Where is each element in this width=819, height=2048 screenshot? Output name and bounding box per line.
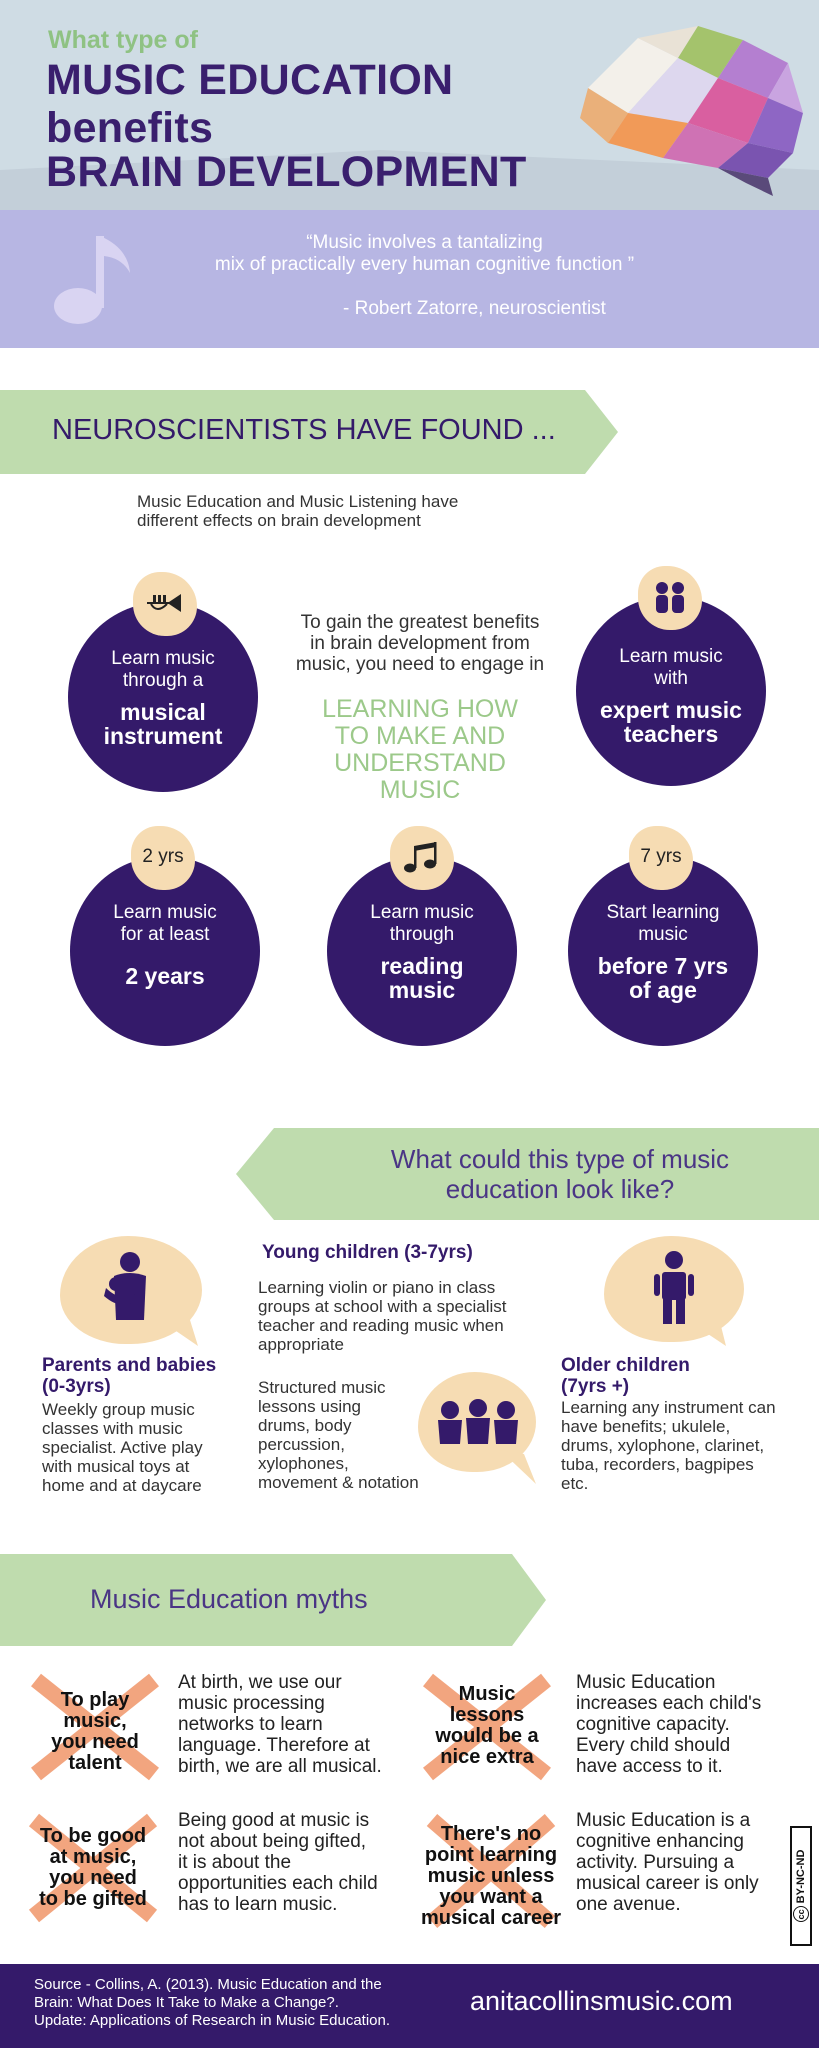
answer-line: Every child should <box>576 1735 731 1756</box>
circle-big-text: teachers <box>623 721 719 747</box>
badge-text: 2 yrs <box>142 846 184 867</box>
older-heading-line2: (7yrs +) <box>561 1376 630 1397</box>
young-text-line: lessons using <box>258 1397 362 1416</box>
answer-line: increases each child's <box>576 1693 762 1714</box>
parent-baby-icon <box>100 1250 160 1330</box>
circle-big-text: of age <box>629 977 697 1003</box>
myth-line: music unless <box>427 1865 555 1887</box>
circle-small-text: Learn music <box>619 646 723 667</box>
answer-line: music processing <box>178 1693 325 1714</box>
older-heading-line1: Older children <box>561 1355 690 1376</box>
myth-line: To play <box>60 1689 130 1711</box>
notes-badge <box>390 826 454 890</box>
circle-small-text: Learn music <box>113 902 217 923</box>
answer-line: cognitive capacity. <box>576 1714 730 1735</box>
answer-line: Music Education is a <box>576 1810 751 1831</box>
brain-icon <box>568 18 808 198</box>
quote-panel <box>0 210 819 348</box>
circle-small-text: Learn music <box>370 902 474 923</box>
myth-2-answer <box>576 1672 761 1777</box>
myth-line: at music, <box>49 1846 137 1868</box>
young-text2 <box>258 1378 419 1492</box>
young-text-line: appropriate <box>258 1335 345 1354</box>
music-notes-icon <box>402 840 442 876</box>
seven-years-badge <box>629 826 693 890</box>
parents-heading-line2: (0-3yrs) <box>42 1376 111 1397</box>
answer-line: not about being gifted, <box>178 1831 367 1852</box>
myth-line: There's no <box>440 1823 542 1845</box>
young-heading: Young children (3-7yrs) <box>262 1242 473 1263</box>
highlight-line2: TO MAKE AND <box>334 722 506 750</box>
circle-small-text: through a <box>122 670 204 691</box>
myth-line: you want a <box>439 1886 543 1908</box>
circle-big-text: musical <box>120 699 206 725</box>
older-text-line: have benefits; ukulele, <box>561 1417 731 1436</box>
kids-blob-tail <box>500 1450 540 1490</box>
banner-line2: education look like? <box>445 1174 675 1204</box>
answer-line: Being good at music is <box>178 1810 370 1831</box>
highlight-line3: UNDERSTAND <box>334 749 506 777</box>
myth-1 <box>28 1690 162 1774</box>
myth-line: lessons <box>449 1704 525 1726</box>
circle-big-text: instrument <box>103 723 223 749</box>
myth-line: Music <box>458 1683 516 1705</box>
older-heading <box>561 1355 690 1397</box>
quote-attribution: - Robert Zatorre, neuroscientist <box>343 298 606 319</box>
young-text-line: xylophones, <box>258 1454 349 1473</box>
intro-line2: different effects on brain development <box>137 511 421 530</box>
myth-line: you need <box>49 1867 137 1889</box>
young-text1 <box>258 1278 507 1354</box>
circle-small-text: music <box>638 924 688 945</box>
myth-line: To be good <box>39 1825 147 1847</box>
myth-3 <box>18 1826 168 1910</box>
circle-small-text: with <box>654 668 688 689</box>
people-icon <box>652 580 688 616</box>
parents-text-line: home and at daycare <box>42 1476 202 1495</box>
young-text-line: teacher and reading music when <box>258 1316 504 1335</box>
answer-line: has to learn music. <box>178 1894 338 1915</box>
circle-big-text: expert music <box>600 697 742 723</box>
title-line1: MUSIC EDUCATION <box>46 56 454 104</box>
center-highlight <box>270 696 570 804</box>
banner-line1: What could this type of music <box>390 1144 730 1174</box>
answer-line: opportunities each child <box>178 1873 378 1894</box>
circle-small-text: Learn music <box>111 648 215 669</box>
center-line3: music, you need to engage in <box>295 654 545 675</box>
circle-small-text: for at least <box>120 924 210 945</box>
answer-line: birth, we are all musical. <box>178 1756 382 1777</box>
center-line1: To gain the greatest benefits <box>300 612 540 633</box>
young-text-line: percussion, <box>258 1435 345 1454</box>
young-text-line: Learning violin or piano in class <box>258 1278 496 1297</box>
parents-text-line: classes with music <box>42 1419 183 1438</box>
myth-1-answer <box>178 1672 382 1777</box>
center-line2: in brain development from <box>310 633 530 654</box>
banner-myths-text: Music Education myths <box>90 1584 368 1614</box>
children-icon <box>432 1398 524 1448</box>
myth-line: music, <box>63 1710 127 1732</box>
parents-heading <box>42 1355 216 1397</box>
myth-line: you need <box>51 1731 139 1753</box>
older-text-line: drums, xylophone, clarinet, <box>561 1436 765 1455</box>
banner-what-could-text <box>300 1144 819 1204</box>
badge-text: 7 yrs <box>640 846 682 867</box>
trumpet-icon <box>145 590 185 618</box>
answer-line: language. Therefore at <box>178 1735 370 1756</box>
answer-line: Music Education <box>576 1672 716 1693</box>
parents-blob-tail <box>160 1320 200 1350</box>
parents-text <box>42 1400 203 1495</box>
myth-line: point learning <box>424 1844 558 1866</box>
myth-line: to be gifted <box>39 1888 147 1910</box>
child-icon <box>652 1250 696 1326</box>
footer <box>0 1964 819 2048</box>
circle-small-text: Start learning <box>606 902 720 923</box>
title-line3: BRAIN DEVELOPMENT <box>46 148 527 196</box>
parents-text-line: Weekly group music <box>42 1400 195 1419</box>
highlight-line4: MUSIC <box>379 776 461 804</box>
source-line: Brain: What Does It Take to Make a Change?. <box>34 1994 339 2011</box>
older-text-line: Learning any instrument can <box>561 1398 776 1417</box>
older-text <box>561 1398 776 1493</box>
parents-text-line: specialist. Active play <box>42 1438 203 1457</box>
circle-big-text: 2 years <box>125 963 205 989</box>
young-text-line: groups at school with a specialist <box>258 1297 507 1316</box>
circle-big-text: before 7 yrs <box>597 953 729 979</box>
answer-line: networks to learn <box>178 1714 323 1735</box>
intro-line1: Music Education and Music Listening have <box>137 492 459 511</box>
title-line2: benefits <box>46 104 214 152</box>
myth-line: nice extra <box>440 1746 534 1768</box>
young-text-line: drums, body <box>258 1416 352 1435</box>
myth-3-answer <box>178 1810 378 1915</box>
answer-line: it is about the <box>178 1852 292 1873</box>
banner-neuroscientists-text: NEUROSCIENTISTS HAVE FOUND ... <box>52 414 556 446</box>
license-text <box>793 1829 809 1943</box>
answer-line: musical career is only <box>576 1873 759 1894</box>
answer-line: At birth, we use our <box>178 1672 342 1693</box>
older-text-line: etc. <box>561 1474 589 1493</box>
center-text <box>270 612 570 675</box>
answer-line: have access to it. <box>576 1756 723 1777</box>
myth-4-answer <box>576 1810 759 1915</box>
myth-2 <box>420 1684 554 1768</box>
answer-line: one avenue. <box>576 1894 681 1915</box>
header-kicker: What type of <box>48 26 198 54</box>
young-text-line: movement & notation <box>258 1473 419 1492</box>
teachers-badge <box>638 566 702 630</box>
parents-heading-line1: Parents and babies <box>42 1355 217 1376</box>
older-blob-tail <box>690 1322 730 1352</box>
license-label: BY-NC-ND <box>794 1849 807 1904</box>
footer-source <box>34 1976 390 2030</box>
trumpet-badge <box>133 572 197 636</box>
circle-big-text: music <box>388 977 456 1003</box>
answer-line: cognitive enhancing <box>576 1831 744 1852</box>
parents-text-line: with musical toys at <box>42 1457 190 1476</box>
quote-line2: mix of practically every human cognitive function ” <box>214 254 635 275</box>
highlight-line1: LEARNING HOW <box>322 695 518 723</box>
answer-line: activity. Pursuing a <box>576 1852 735 1873</box>
source-line: Source - Collins, A. (2013). Music Education and the <box>34 1976 382 1993</box>
license-badge <box>790 1826 812 1946</box>
circle-big-text: reading <box>380 953 464 979</box>
myth-line: talent <box>68 1752 122 1774</box>
myth-4 <box>406 1824 576 1929</box>
cc-icon: cc <box>793 1906 809 1922</box>
source-line: Update: Applications of Research in Music Education. <box>34 2012 391 2029</box>
circle-small-text: through <box>389 924 455 945</box>
footer-website[interactable]: anitacollinsmusic.com <box>470 1986 733 2016</box>
myth-line: musical career <box>420 1907 562 1929</box>
two-years-badge <box>131 826 195 890</box>
myth-line: would be a <box>435 1725 539 1747</box>
older-text-line: tuba, recorders, bagpipes <box>561 1455 754 1474</box>
quote-line1: “Music involves a tantalizing <box>306 232 543 253</box>
young-text-line: Structured music <box>258 1378 386 1397</box>
header <box>0 0 819 210</box>
